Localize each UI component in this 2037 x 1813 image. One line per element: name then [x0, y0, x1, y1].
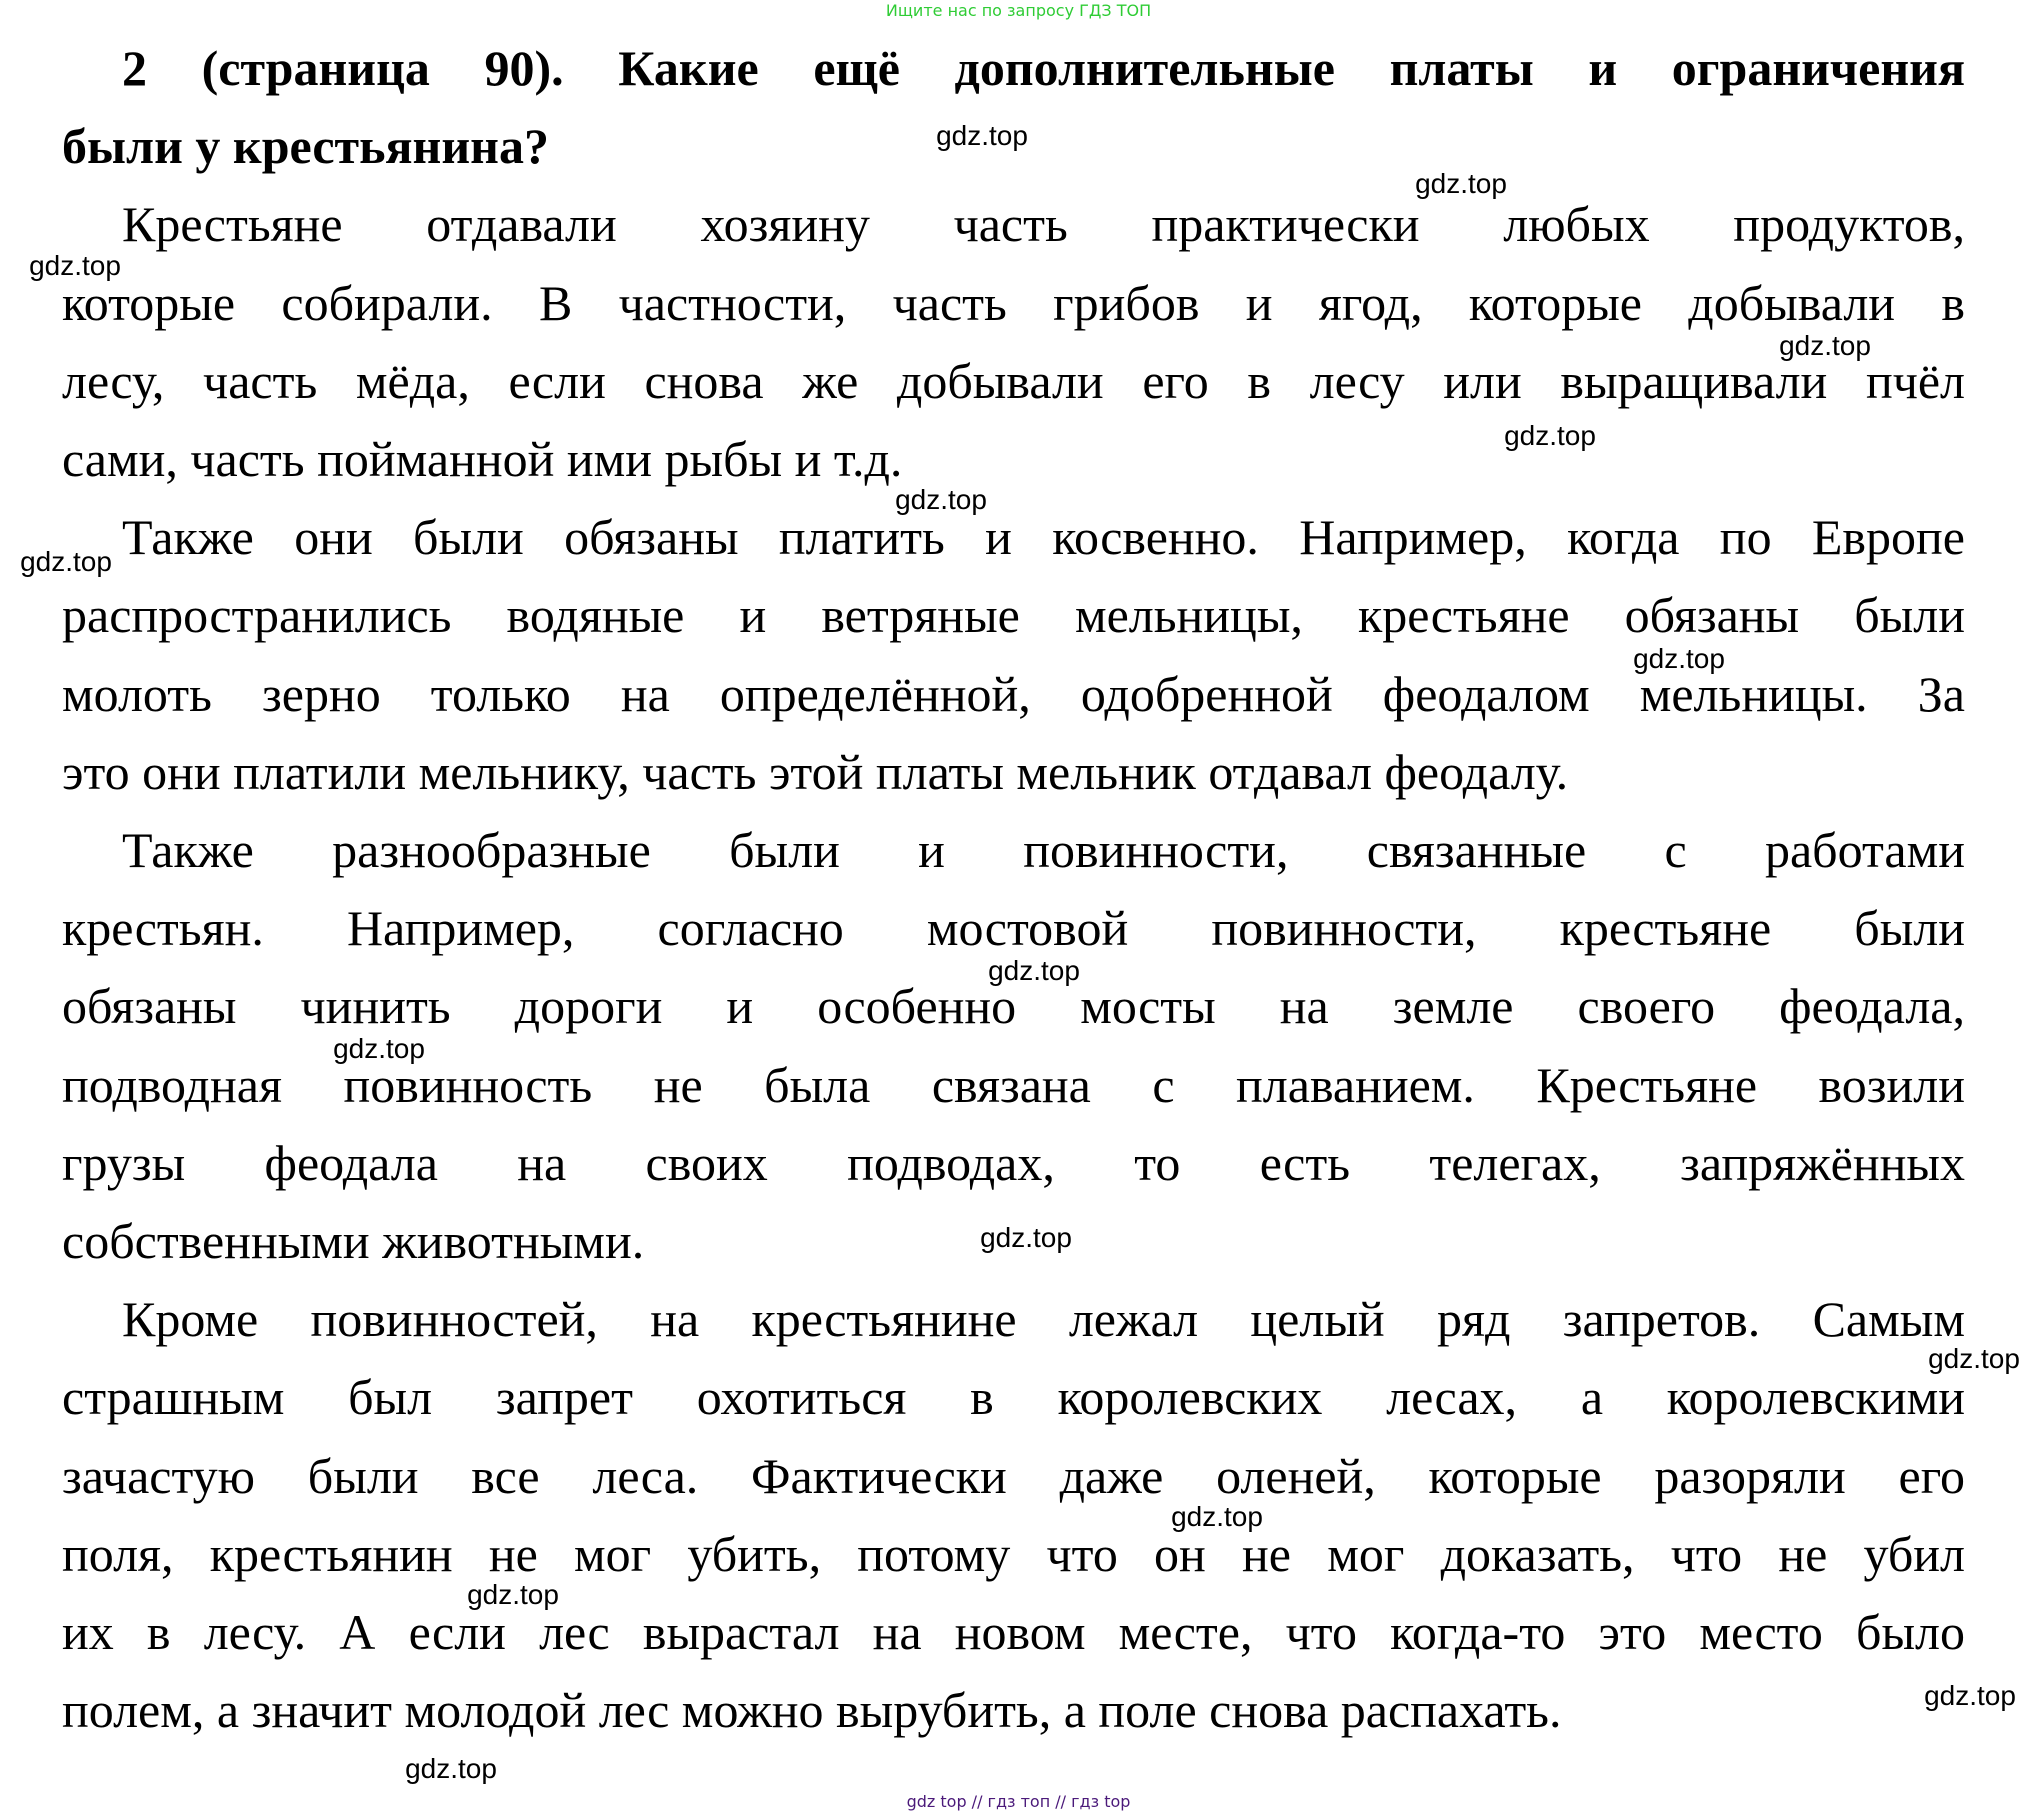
- top-banner: Ищите нас по запросу ГДЗ ТОП: [885, 1, 1152, 20]
- text-line: сами, часть пойманной ими рыбы и т.д.: [62, 431, 903, 487]
- text-line: были у крестьянина?: [62, 118, 549, 175]
- text-line: это они платили мельнику, часть этой платы мельник отдавал феодалу.: [62, 743, 1569, 800]
- text-line: собственными животными.: [62, 1213, 645, 1269]
- text-line: которые собирали. В частности, часть грибов и ягод, которые добывали в: [62, 274, 1965, 331]
- watermark: gdz.top: [1779, 330, 1871, 361]
- watermark: gdz.top: [20, 546, 112, 577]
- text-line: Также разнообразные были и повинности, связанные с работами: [122, 822, 1965, 878]
- text-line: 2 (страница 90). Какие ещё дополнительные платы и ограничения: [122, 40, 1965, 96]
- text-line: Также они были обязаны платить и косвенно. Например, когда по Европе: [122, 509, 1965, 566]
- text-line: лесу, часть мёда, если снова же добывали его в лесу или выращивали пчёл: [62, 352, 1965, 409]
- watermark: gdz.top: [980, 1222, 1072, 1253]
- watermark: gdz.top: [1633, 643, 1725, 674]
- text-line: молоть зерно только на определённой, одобренной феодалом мельницы. За: [62, 665, 1965, 722]
- watermark: gdz.top: [895, 484, 987, 515]
- watermark: gdz.top: [988, 955, 1080, 986]
- text-line: страшным был запрет охотиться в королевских лесах, а королевскими: [62, 1369, 1965, 1426]
- text-line: зачастую были все леса. Фактически даже оленей, которые разоряли его: [62, 1447, 1965, 1504]
- text-line: их в лесу. А если лес вырастал на новом месте, что когда-то это место было: [62, 1604, 1965, 1660]
- text-line: грузы феодала на своих подводах, то есть телегах, запряжённых: [62, 1134, 1965, 1191]
- bottom-banner: gdz top // гдз топ // гдз top: [906, 1792, 1131, 1811]
- text-line: обязаны чинить дороги и особенно мосты на земле своего феодала,: [62, 978, 1965, 1035]
- watermark: gdz.top: [467, 1579, 559, 1610]
- watermark: gdz.top: [1415, 168, 1507, 199]
- watermark: gdz.top: [333, 1033, 425, 1064]
- watermark: gdz.top: [1504, 420, 1596, 451]
- watermark: gdz.top: [405, 1753, 497, 1784]
- text-line: Кроме повинностей, на крестьянине лежал целый ряд запретов. Самым: [122, 1291, 1965, 1348]
- text-line: Крестьяне отдавали хозяину часть практически любых продуктов,: [122, 196, 1965, 253]
- text-line: распространились водяные и ветряные мельницы, крестьяне обязаны были: [62, 587, 1965, 644]
- watermark: gdz.top: [936, 120, 1028, 151]
- watermark: gdz.top: [1924, 1680, 2016, 1711]
- text-line: крестьян. Например, согласно мостовой повинности, крестьяне были: [62, 900, 1965, 957]
- text-line: поля, крестьянин не мог убить, потому что он не мог доказать, что не убил: [62, 1525, 1965, 1582]
- watermark: gdz.top: [29, 250, 121, 281]
- text-line: подводная повинность не была связана с плаванием. Крестьяне возили: [62, 1056, 1965, 1113]
- watermark: gdz.top: [1171, 1501, 1263, 1532]
- text-line: полем, а значит молодой лес можно вырубить, а поле снова распахать.: [62, 1682, 1562, 1739]
- watermark: gdz.top: [1928, 1343, 2020, 1374]
